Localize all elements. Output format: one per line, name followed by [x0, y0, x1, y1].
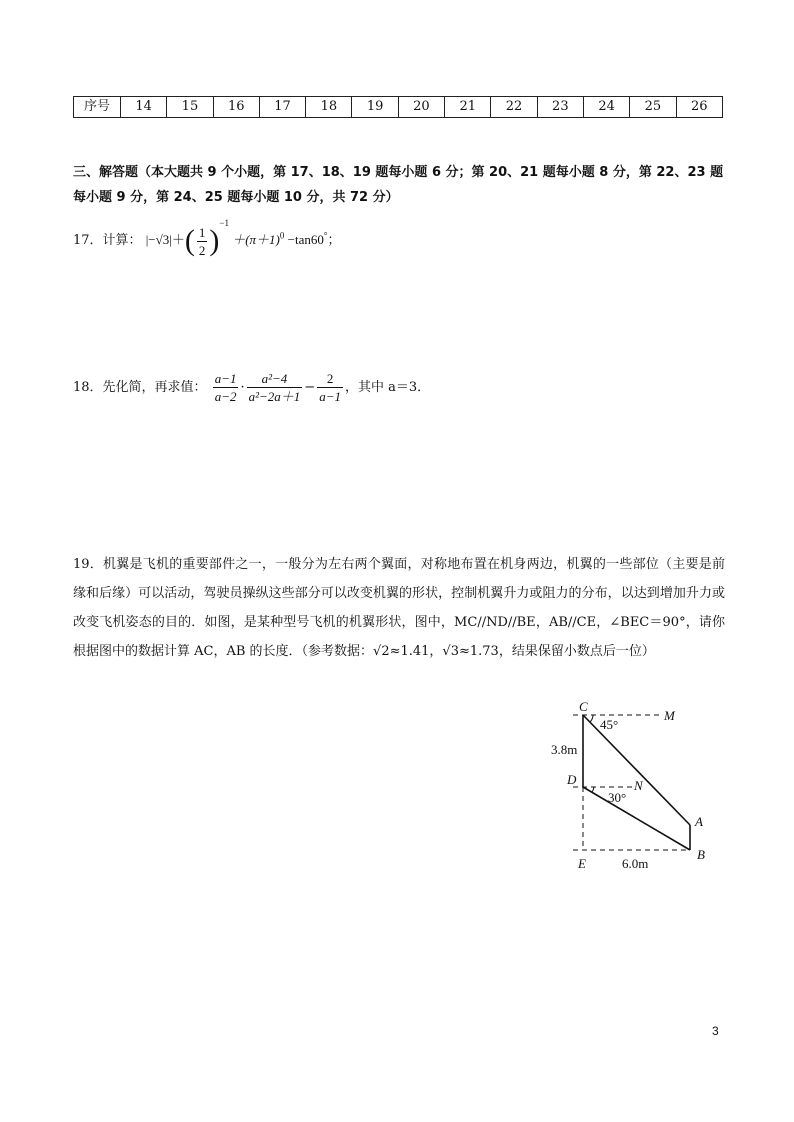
minus-operator: − — [304, 380, 316, 395]
label-A: A — [695, 814, 703, 829]
punctuation: ； — [327, 232, 341, 247]
label-length-CD: 3.8m — [551, 742, 578, 757]
label-E: E — [578, 856, 586, 871]
fraction-numerator: a−1 — [214, 371, 237, 386]
degree-sign: ° — [323, 230, 328, 241]
table-cell: 25 — [630, 97, 676, 118]
table-cell: 21 — [445, 97, 491, 118]
label-length-EB: 6.0m — [622, 856, 649, 871]
table-row — [74, 97, 723, 118]
wing-diagram — [540, 700, 720, 875]
fraction-3 — [317, 370, 343, 405]
exponent: −1 — [219, 218, 229, 228]
abs-close: |＋ — [169, 232, 185, 247]
fraction-denominator: 2 — [198, 242, 206, 258]
question-18 — [73, 370, 430, 405]
question-prompt: 先化简，再求值： — [102, 380, 207, 395]
fraction-half — [197, 224, 208, 259]
fraction-denominator: a−1 — [319, 389, 341, 404]
question-19: 19．机翼是飞机的重要部件之一，一般分为左右两个翼面，对称地布置在机身两边，机翼的一些部位（主要是前缘和后缘）可以活动，驾驶员操纵这些部分可以改变机翼的形状，控制机翼升力或阻力的分布，以达到增加升力或改变飞机姿态的目的．如图，是某种型号飞机的机翼形状，图中，MC//ND//BE，AB//CE，∠BEC＝90°，请你根据图中的数据计算 AC，AB 的长度．（参考数据：√2≈1.41，√3≈1.73，结果保留小数点后一位） — [73, 557, 725, 659]
question-number: 18． — [73, 380, 103, 395]
q17-expression — [145, 218, 341, 258]
table-cell: 24 — [583, 97, 629, 118]
table-cell: 14 — [121, 97, 167, 118]
table-cell: 20 — [398, 97, 444, 118]
table-cell: 16 — [213, 97, 259, 118]
paren-close: ) — [209, 224, 220, 258]
table-cell: 18 — [306, 97, 352, 118]
fraction-numerator: a²−4 — [247, 370, 303, 388]
section-title: 三、解答题（本大题共 9 个小题，第 17、18、19 题每小题 6 分；第 20、21 题每小题 8 分，第 22、23 题每小题 9 分，第 24、25 题每小题 10 分，共 72 分） — [73, 165, 724, 205]
fraction-numerator: 2 — [317, 370, 343, 388]
label-angle-30: 30° — [608, 790, 627, 805]
label-C: C — [579, 700, 588, 714]
paren-open: ( — [184, 224, 195, 258]
sqrt-3: √3 — [155, 232, 170, 247]
table-cell: 19 — [352, 97, 398, 118]
question-number: 17． — [73, 233, 103, 248]
dot-operator: · — [240, 380, 245, 395]
table-cell: 23 — [537, 97, 583, 118]
table-header-cell: 序号 — [74, 97, 121, 118]
label-D: D — [567, 772, 577, 787]
exponent: 0 — [279, 230, 285, 241]
tan-term: −tan60 — [287, 232, 324, 247]
line-DB — [583, 787, 690, 850]
answer-number-table — [73, 96, 723, 118]
table-cell: 26 — [676, 97, 722, 118]
question-prompt: 计算： — [102, 233, 142, 248]
question-condition: ，其中 a＝3． — [344, 380, 431, 395]
table-cell: 17 — [259, 97, 305, 118]
label-M: M — [664, 708, 675, 723]
table-cell: 15 — [167, 97, 213, 118]
label-B: B — [697, 847, 705, 862]
label-angle-45: 45° — [600, 717, 619, 732]
angle-45-arc — [590, 715, 593, 722]
fraction-2 — [247, 370, 303, 405]
fraction-denominator: a²−2a＋1 — [248, 389, 301, 404]
pi-term: ＋(π＋1) — [232, 232, 280, 247]
fraction-numerator: 1 — [198, 224, 206, 240]
angle-30-arc — [592, 787, 594, 792]
abs-open: |− — [145, 232, 156, 247]
label-N: N — [634, 778, 643, 793]
question-17 — [73, 218, 340, 259]
table-cell: 22 — [491, 97, 537, 118]
fraction-denominator: a−2 — [214, 389, 237, 404]
fraction-1 — [213, 370, 239, 405]
page-number: 3 — [712, 1024, 719, 1038]
